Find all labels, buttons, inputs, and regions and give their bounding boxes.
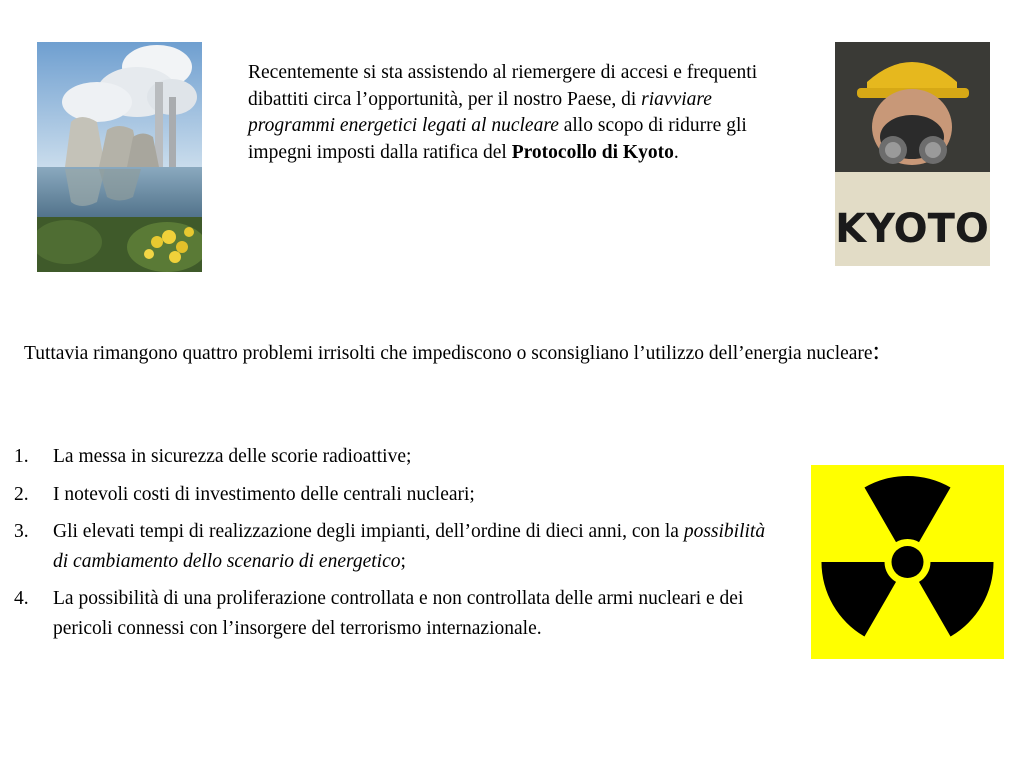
list-item-text: Gli elevati tempi di realizzazione degli impianti, dell’ordine di dieci anni, con la [53, 521, 684, 542]
list-item-text: La messa in sicurezza delle scorie radioattive; [53, 446, 412, 467]
problems-intro-text: Tuttavia rimangono quattro problemi irrisolti che impediscono o sconsigliano l’utilizzo dell’energia nucleare [24, 343, 873, 364]
kyoto-protest-image [835, 42, 990, 266]
list-item-text-end: ; [400, 550, 406, 572]
list-item-number: 3. [14, 521, 29, 542]
kyoto-sign-text: KYOTO [835, 206, 989, 252]
intro-text-end: . [673, 141, 679, 163]
power-plant-image [37, 42, 202, 272]
problem-list [14, 442, 774, 651]
list-item-italic-text: possibilità di cambiamento dello scenario di energetico [53, 521, 766, 572]
kyoto-protest-illustration [835, 42, 990, 266]
intro-text-mid: allo scopo di ridurre gli impegni imposti dalla ratifica del [248, 115, 747, 163]
list-item-text: I notevoli costi di investimento delle centrali nucleari; [53, 483, 475, 505]
list-item-number: 4. [14, 588, 29, 609]
intro-italic-text: riavviare programmi energetici legati al nucleare [248, 88, 712, 136]
power-plant-illustration [37, 42, 202, 272]
radiation-symbol-image [811, 465, 1004, 659]
list-item [14, 517, 774, 576]
intro-paragraph [248, 60, 788, 166]
list-item [14, 480, 774, 510]
list-item-text: La possibilità di una proliferazione controllata e non controllata delle armi nucleari e dei pericoli connessi con l’insorgere del terrorismo internazionale. [53, 588, 744, 639]
list-item [14, 442, 774, 472]
intro-bold-text: Protocollo di Kyoto [511, 141, 674, 163]
problems-intro-paragraph [24, 336, 954, 369]
radiation-center-dot [892, 546, 924, 578]
list-item-number: 2. [14, 483, 29, 505]
problems-intro-colon: : [872, 336, 880, 365]
intro-text-start: Recentemente si sta assistendo al riemergere di accesi e frequenti dibattiti circa l’opportunità, per il nostro Paese, di [248, 62, 758, 110]
list-item [14, 584, 774, 643]
list-item-number: 1. [14, 446, 29, 467]
radiation-icon [811, 465, 1004, 659]
